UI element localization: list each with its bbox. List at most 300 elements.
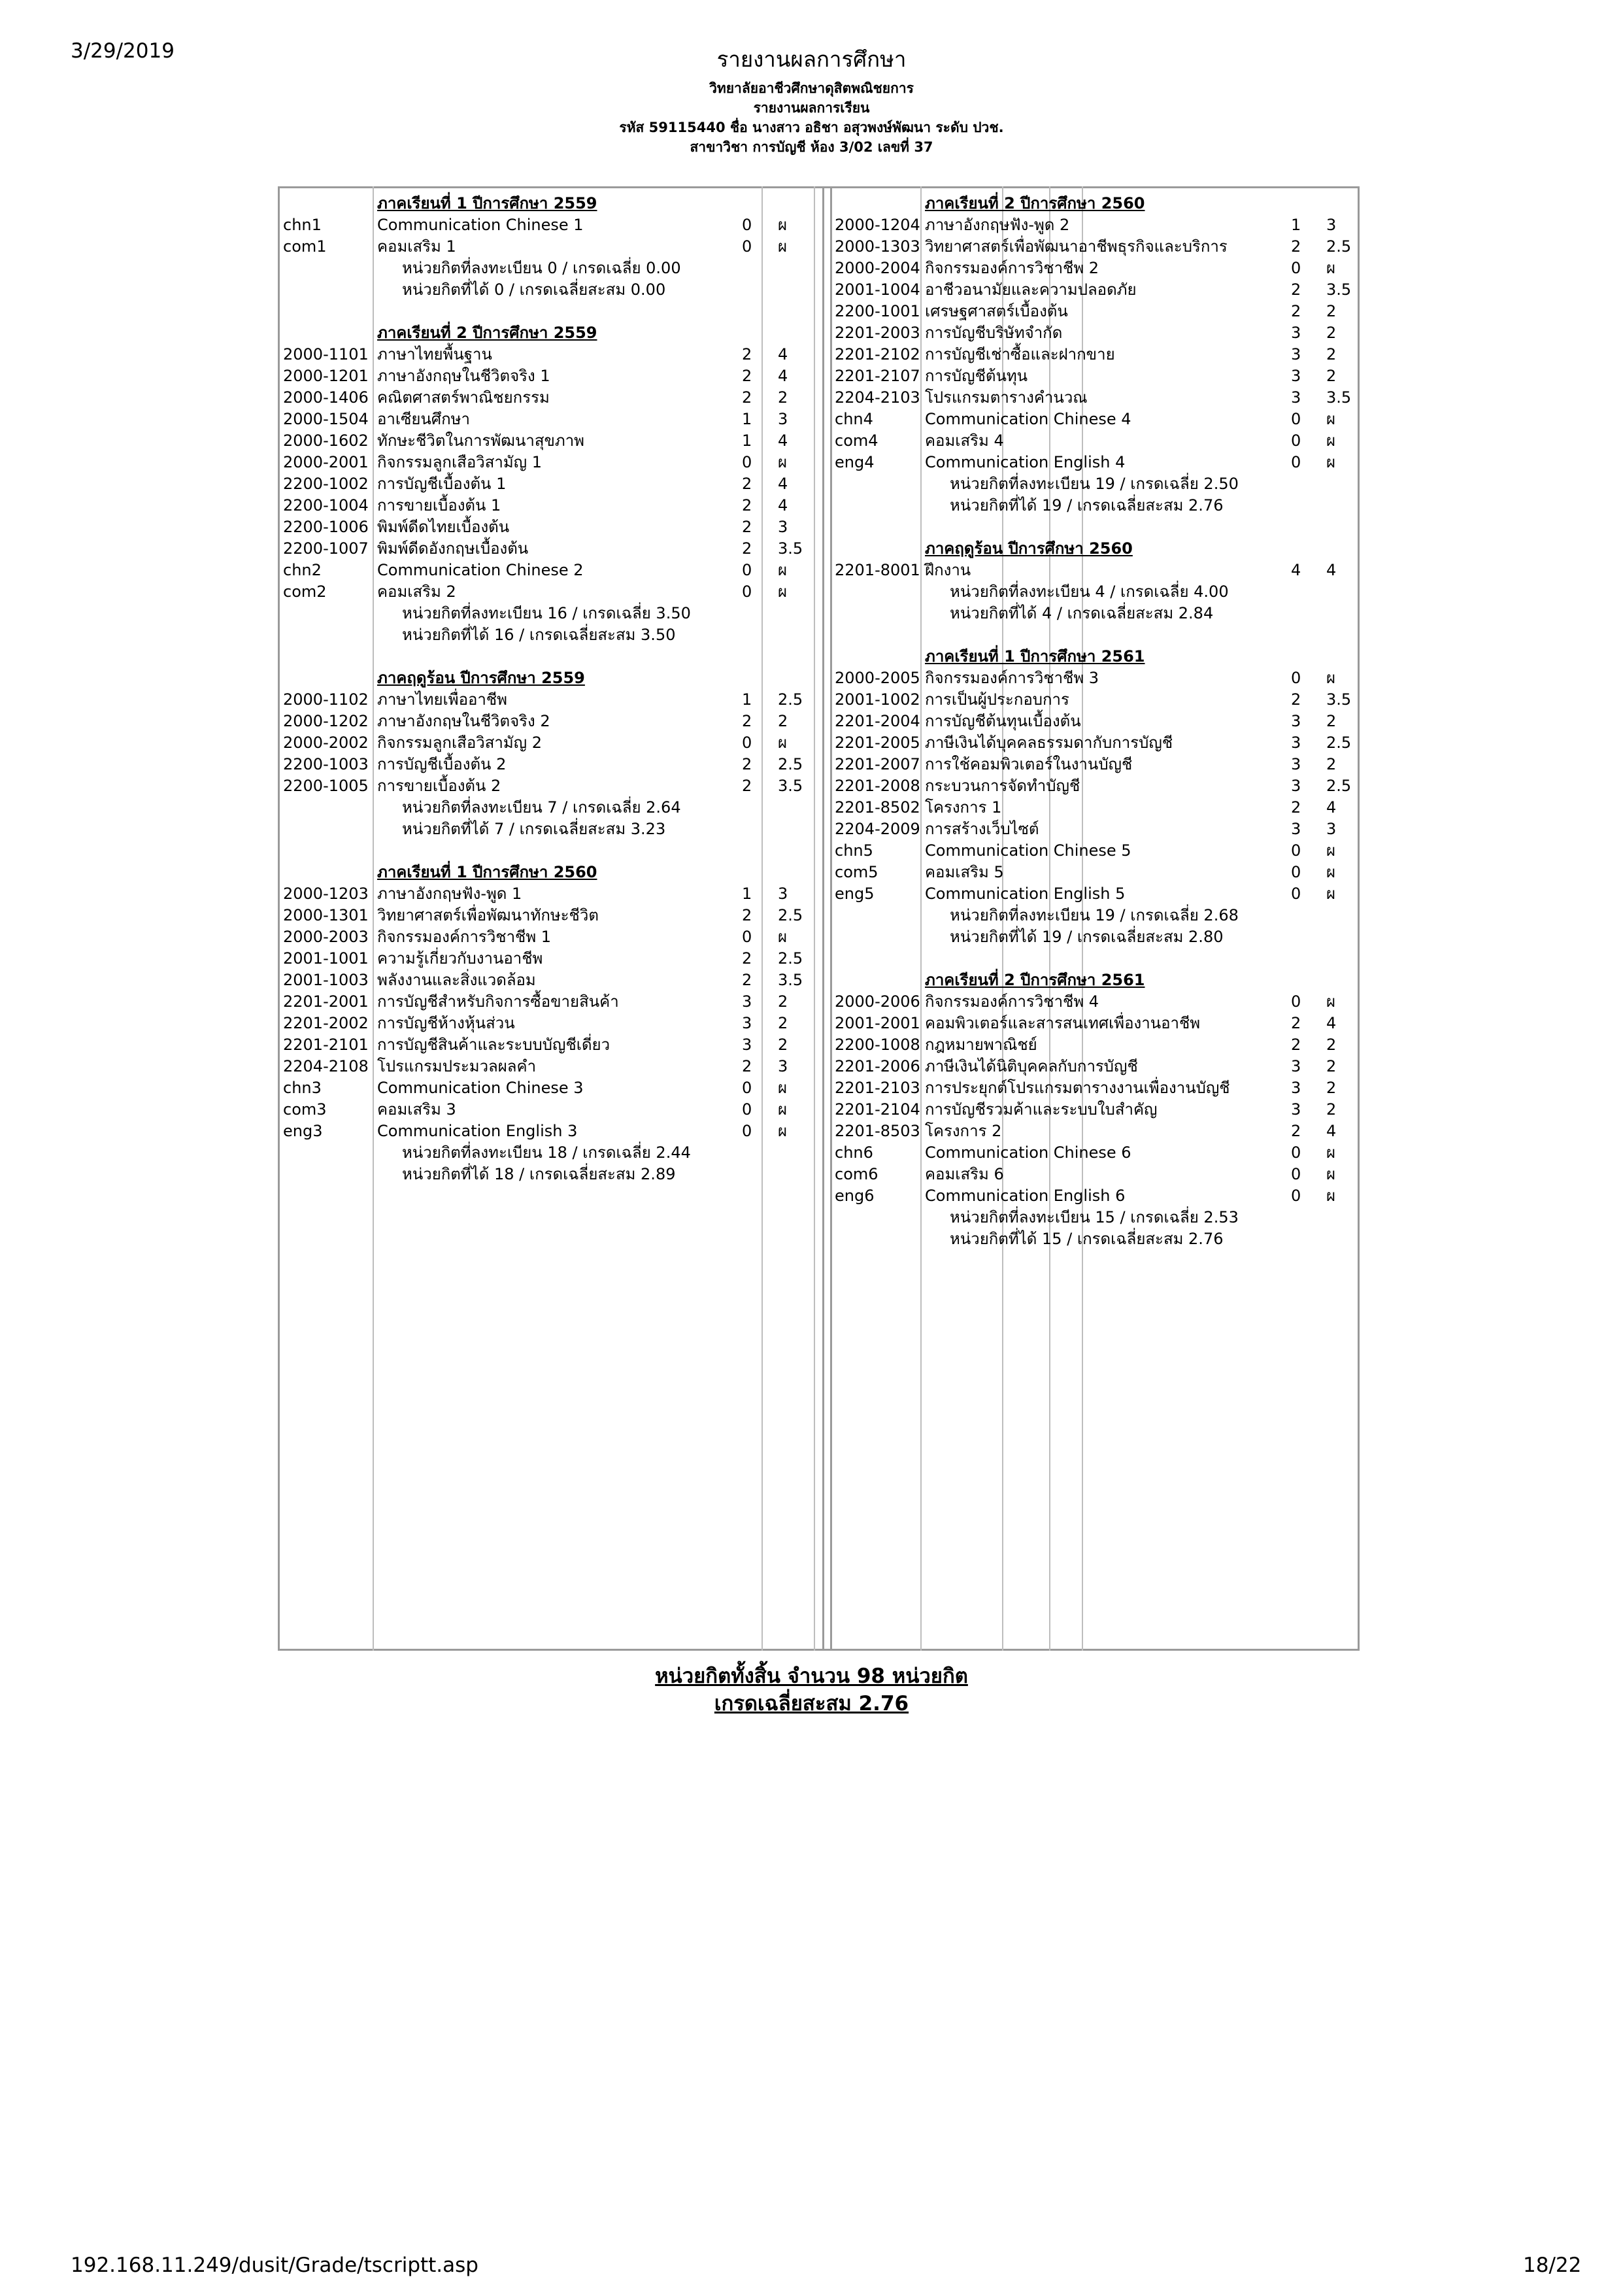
course-grade: ผ	[778, 1079, 788, 1097]
course-grade: 3	[778, 1057, 788, 1075]
course-grade: 2.5	[778, 906, 803, 924]
course-name: อาชีวอนามัยและความปลอดภัย	[925, 280, 1137, 299]
student-info: รหัส 59115440 ชื่อ นางสาว อธิชา อสุวพงษ์พัฒนา ระดับ ปวช.	[619, 120, 1004, 135]
course-code: 2201-2107	[835, 367, 920, 385]
page-title: รายงานผลการศึกษา	[716, 46, 907, 72]
course-credit: 0	[742, 561, 752, 579]
course-code: 2000-1204	[835, 216, 920, 234]
course-grade: ผ	[1326, 1165, 1336, 1183]
course-row	[278, 797, 1360, 819]
course-credit: 2	[742, 345, 752, 363]
course-name: คอมเสริม 4	[925, 431, 1004, 450]
course-grade: 4	[1326, 798, 1337, 817]
course-code: 2000-1301	[283, 906, 369, 924]
course-credit: 3	[1291, 755, 1301, 773]
course-code: 2000-1602	[283, 431, 369, 450]
course-row	[278, 862, 1360, 883]
blank-row	[278, 948, 1360, 970]
course-name: การประยุกต์โปรแกรมตารางงานเพื่องานบัญชี	[925, 1079, 1230, 1097]
course-credit: 1	[742, 690, 752, 709]
course-grade: ผ	[778, 453, 788, 471]
term-heading: ภาคเรียนที่ 1 ปีการศึกษา 2561	[925, 647, 1145, 666]
course-code: 2000-1101	[283, 345, 369, 363]
course-name: พิมพ์ดีดอังกฤษเบื้องต้น	[377, 539, 529, 558]
course-credit: 2	[742, 518, 752, 536]
course-grade: ผ	[778, 928, 788, 946]
course-grade: 4	[1326, 1014, 1337, 1032]
course-name: กิจกรรมองค์การวิชาชีพ 2	[925, 259, 1099, 277]
course-credit: 0	[742, 237, 752, 256]
course-credit: 0	[742, 582, 752, 601]
term-heading-row	[278, 538, 1360, 560]
course-grade: ผ	[778, 1100, 788, 1119]
course-name: กิจกรรมองค์การวิชาชีพ 1	[377, 928, 552, 946]
school-name: วิทยาลัยอาชีวศึกษาดุสิตพณิชยการ	[709, 80, 914, 96]
course-grade: 2	[1326, 302, 1337, 320]
course-credit: 3	[1291, 1079, 1301, 1097]
course-name: กิจกรรมองค์การวิชาชีพ 4	[925, 992, 1099, 1011]
course-name: คอมเสริม 3	[377, 1100, 456, 1119]
course-name: กระบวนการจัดทำบัญชี	[925, 777, 1080, 795]
term-summary-row	[278, 1207, 1360, 1228]
course-name: ภาษาอังกฤษในชีวิตจริง 2	[377, 712, 550, 730]
course-name: คอมเสริม 5	[925, 863, 1004, 881]
course-name: ทักษะชีวิตในการพัฒนาสุขภาพ	[377, 431, 584, 450]
course-credit: 0	[1291, 1143, 1301, 1162]
course-credit: 0	[742, 928, 752, 946]
course-row	[278, 1056, 1360, 1077]
course-credit: 0	[1291, 259, 1301, 277]
course-grade: ผ	[1326, 453, 1336, 471]
course-credit: 0	[1291, 1187, 1301, 1205]
course-code: chn6	[835, 1143, 873, 1162]
course-grade: 4	[778, 496, 788, 515]
course-grade: 2	[778, 992, 788, 1011]
course-credit: 0	[1291, 453, 1301, 471]
course-name: การบัญชีรวมค้าและระบบใบสำคัญ	[925, 1100, 1158, 1119]
term-summary: หน่วยกิตที่ลงทะเบียน 15 / เกรดเฉลี่ย 2.53	[950, 1208, 1239, 1226]
course-row	[278, 236, 1360, 258]
course-grade: ผ	[778, 582, 788, 601]
course-grade: 2	[1326, 367, 1337, 385]
term-summary: หน่วยกิตที่ได้ 15 / เกรดเฉลี่ยสะสม 2.76	[950, 1230, 1224, 1248]
course-code: com4	[835, 431, 878, 450]
course-name: การขายเบื้องต้น 1	[377, 496, 501, 515]
term-heading-row	[278, 646, 1360, 667]
course-code: 2000-1203	[283, 885, 369, 903]
course-row	[278, 1164, 1360, 1185]
course-credit: 0	[742, 1079, 752, 1097]
course-grade: 4	[778, 345, 788, 363]
course-code: 2201-2101	[283, 1036, 369, 1054]
term-summary: หน่วยกิตที่ลงทะเบียน 7 / เกรดเฉลี่ย 2.64	[402, 798, 681, 817]
course-code: eng6	[835, 1187, 875, 1205]
course-credit: 2	[1291, 690, 1301, 709]
term-summary-row	[278, 473, 1360, 495]
course-name: การบัญชีบริษัทจำกัด	[925, 324, 1063, 342]
course-name: การบัญชีต้นทุน	[925, 367, 1028, 385]
course-code: 2201-2008	[835, 777, 920, 795]
course-row	[278, 214, 1360, 236]
term-summary: หน่วยกิตที่ได้ 19 / เกรดเฉลี่ยสะสม 2.80	[950, 928, 1224, 946]
course-credit: 3	[1291, 820, 1301, 838]
course-name: คอมเสริม 2	[377, 582, 456, 601]
course-credit: 2	[742, 1057, 752, 1075]
course-row	[278, 322, 1360, 344]
course-grade: 2.5	[1326, 237, 1352, 256]
course-name: พลังงานและสิ่งแวดล้อม	[377, 971, 536, 989]
course-code: 2201-2005	[835, 734, 920, 752]
course-name: ภาษีเงินได้นิติบุคคลกับการบัญชี	[925, 1057, 1138, 1075]
course-code: 2001-1002	[835, 690, 920, 709]
course-credit: 2	[742, 475, 752, 493]
course-name: การใช้คอมพิวเตอร์ในงานบัญชี	[925, 755, 1133, 773]
course-code: com5	[835, 863, 878, 881]
course-name: Communication Chinese 2	[377, 561, 584, 579]
course-credit: 0	[1291, 841, 1301, 860]
course-code: 2201-2007	[835, 755, 920, 773]
course-name: Communication English 4	[925, 453, 1126, 471]
course-grade: 3.5	[1326, 280, 1352, 299]
term-summary-row	[278, 603, 1360, 624]
course-name: เศรษฐศาสตร์เบื้องต้น	[925, 302, 1068, 320]
course-code: 2200-1007	[283, 539, 369, 558]
course-name: การบัญชีสินค้าและระบบบัญชีเดี่ยว	[377, 1036, 611, 1054]
course-code: 2000-1504	[283, 410, 369, 428]
course-grade: 4	[1326, 1122, 1337, 1140]
course-name: กิจกรรมลูกเสือวิสามัญ 1	[377, 453, 542, 471]
course-code: com1	[283, 237, 327, 256]
course-code: 2000-1303	[835, 237, 920, 256]
course-name: Communication English 5	[925, 885, 1126, 903]
course-code: 2000-1102	[283, 690, 369, 709]
course-credit: 3	[1291, 712, 1301, 730]
course-credit: 3	[1291, 367, 1301, 385]
course-credit: 2	[1291, 798, 1301, 817]
term-summary-row	[278, 1228, 1360, 1250]
course-credit: 3	[742, 1036, 752, 1054]
course-name: โครงการ 2	[925, 1122, 1002, 1140]
term-summary: หน่วยกิตที่ได้ 19 / เกรดเฉลี่ยสะสม 2.76	[950, 496, 1224, 515]
course-code: 2001-2001	[835, 1014, 920, 1032]
course-credit: 2	[1291, 1122, 1301, 1140]
term-summary: หน่วยกิตที่ลงทะเบียน 0 / เกรดเฉลี่ย 0.00	[402, 259, 681, 277]
course-grade: ผ	[1326, 841, 1336, 860]
course-grade: ผ	[1326, 1143, 1336, 1162]
term-summary: หน่วยกิตที่ได้ 18 / เกรดเฉลี่ยสะสม 2.89	[402, 1165, 676, 1183]
course-grade: 2	[1326, 1100, 1337, 1119]
course-code: 2000-1202	[283, 712, 369, 730]
course-code: 2201-2003	[835, 324, 920, 342]
course-row	[278, 301, 1360, 322]
course-code: 2000-2006	[835, 992, 920, 1011]
course-name: กิจกรรมลูกเสือวิสามัญ 2	[377, 734, 542, 752]
course-grade: 2.5	[1326, 777, 1352, 795]
course-name: ฝึกงาน	[925, 561, 971, 579]
course-credit: 3	[1291, 777, 1301, 795]
table-top-border	[278, 186, 1360, 188]
course-grade: 3.5	[778, 971, 803, 989]
course-credit: 0	[742, 216, 752, 234]
term-summary-row	[278, 581, 1360, 603]
course-row	[278, 754, 1360, 775]
course-grade: 2.5	[778, 755, 803, 773]
print-date: 3/29/2019	[71, 39, 175, 63]
course-credit: 2	[742, 906, 752, 924]
course-credit: 3	[1291, 734, 1301, 752]
course-credit: 0	[742, 734, 752, 752]
course-code: 2200-1002	[283, 475, 369, 493]
course-credit: 0	[1291, 885, 1301, 903]
course-code: 2001-1001	[283, 949, 369, 968]
course-grade: ผ	[1326, 992, 1336, 1011]
course-name: การบัญชีเช่าซื้อและฝากขาย	[925, 345, 1115, 363]
term-summary: หน่วยกิตที่ลงทะเบียน 16 / เกรดเฉลี่ย 3.50	[402, 604, 691, 622]
term-heading: ภาคเรียนที่ 2 ปีการศึกษา 2560	[925, 194, 1145, 212]
course-row	[278, 667, 1360, 689]
course-code: 2200-1008	[835, 1036, 920, 1054]
term-heading: ภาคเรียนที่ 2 ปีการศึกษา 2559	[377, 324, 597, 342]
course-code: 2204-2103	[835, 388, 920, 407]
term-heading: ภาคเรียนที่ 1 ปีการศึกษา 2559	[377, 194, 597, 212]
total-credits: หน่วยกิตทั้งสิ้น จำนวน 98 หน่วยกิต	[655, 1664, 968, 1688]
course-row	[278, 991, 1360, 1013]
course-code: 2000-2004	[835, 259, 920, 277]
course-credit: 0	[1291, 1165, 1301, 1183]
course-name: การสร้างเว็บไซต์	[925, 820, 1039, 838]
course-code: 2000-1201	[283, 367, 369, 385]
course-code: 2200-1005	[283, 777, 369, 795]
course-credit: 0	[742, 1122, 752, 1140]
course-credit: 0	[1291, 669, 1301, 687]
course-credit: 3	[1291, 345, 1301, 363]
course-grade: 2	[1326, 712, 1337, 730]
course-credit: 0	[1291, 863, 1301, 881]
course-row	[278, 560, 1360, 581]
course-code: chn2	[283, 561, 322, 579]
course-credit: 2	[1291, 302, 1301, 320]
course-grade: 3.5	[1326, 388, 1352, 407]
course-name: Communication Chinese 4	[925, 410, 1131, 428]
course-code: 2201-2004	[835, 712, 920, 730]
course-name: คอมพิวเตอร์และสารสนเทศเพื่องานอาชีพ	[925, 1014, 1201, 1032]
course-name: กิจกรรมองค์การวิชาชีพ 3	[925, 669, 1099, 687]
course-grade: ผ	[778, 734, 788, 752]
course-code: eng5	[835, 885, 875, 903]
course-code: 2201-8502	[835, 798, 920, 817]
course-code: 2204-2108	[283, 1057, 369, 1075]
course-grade: 2	[1326, 1057, 1337, 1075]
transcript-totals	[0, 1663, 1623, 1717]
course-name: โครงการ 1	[925, 798, 1002, 817]
course-code: 2000-1406	[283, 388, 369, 407]
course-grade: 2	[778, 1014, 788, 1032]
course-grade: 4	[1326, 561, 1337, 579]
course-grade: 4	[778, 431, 788, 450]
course-name: การบัญชีเบื้องต้น 2	[377, 755, 507, 773]
course-row	[278, 1142, 1360, 1164]
course-code: com3	[283, 1100, 327, 1119]
course-credit: 2	[742, 777, 752, 795]
course-grade: 4	[778, 367, 788, 385]
course-grade: ผ	[778, 1122, 788, 1140]
term-heading: ภาคฤดูร้อน ปีการศึกษา 2560	[925, 539, 1133, 558]
term-summary: หน่วยกิตที่ลงทะเบียน 4 / เกรดเฉลี่ย 4.00	[950, 582, 1229, 601]
course-name: อาเซียนศึกษา	[377, 410, 470, 428]
course-credit: 2	[1291, 1014, 1301, 1032]
course-row	[278, 1077, 1360, 1099]
course-code: com2	[283, 582, 327, 601]
course-credit: 3	[1291, 1100, 1301, 1119]
course-credit: 1	[742, 410, 752, 428]
course-name: การบัญชีห้างหุ้นส่วน	[377, 1014, 515, 1032]
cumulative-gpa: เกรดเฉลี่ยสะสม 2.76	[714, 1692, 909, 1715]
course-code: 2204-2009	[835, 820, 920, 838]
course-name: ภาษาอังกฤษฟัง-พูด 1	[377, 885, 522, 903]
course-grade: 2	[1326, 1036, 1337, 1054]
course-code: 2201-2001	[283, 992, 369, 1011]
course-code: 2000-2001	[283, 453, 369, 471]
course-name: Communication Chinese 5	[925, 841, 1131, 860]
course-code: chn5	[835, 841, 873, 860]
course-grade: 3.5	[778, 539, 803, 558]
term-heading-row	[278, 193, 1360, 214]
page-number: 18/22	[1523, 2254, 1582, 2277]
course-code: 2001-1003	[283, 971, 369, 989]
course-credit: 3	[1291, 388, 1301, 407]
course-grade: 2.5	[778, 949, 803, 968]
course-grade: ผ	[1326, 1187, 1336, 1205]
course-name: ภาษาอังกฤษฟัง-พูด 2	[925, 216, 1070, 234]
course-grade: 2	[1326, 755, 1337, 773]
course-credit: 1	[742, 885, 752, 903]
course-credit: 3	[742, 1014, 752, 1032]
course-row	[278, 279, 1360, 301]
course-grade: 3.5	[778, 777, 803, 795]
term-summary-row	[278, 926, 1360, 948]
course-code: chn3	[283, 1079, 322, 1097]
course-row	[278, 1013, 1360, 1034]
course-row	[278, 344, 1360, 365]
course-code: 2000-2005	[835, 669, 920, 687]
course-code: 2200-1006	[283, 518, 369, 536]
blank-row	[278, 516, 1360, 538]
course-credit: 0	[1291, 431, 1301, 450]
course-grade: ผ	[1326, 863, 1336, 881]
course-code: 2200-1001	[835, 302, 920, 320]
course-code: 2201-2102	[835, 345, 920, 363]
course-row	[278, 689, 1360, 711]
page-url: 192.168.11.249/dusit/Grade/tscriptt.asp	[71, 2254, 478, 2277]
course-credit: 0	[1291, 410, 1301, 428]
course-credit: 3	[742, 992, 752, 1011]
course-credit: 1	[742, 431, 752, 450]
course-name: การบัญชีสำหรับกิจการซื้อขายสินค้า	[377, 992, 619, 1011]
course-grade: ผ	[778, 237, 788, 256]
course-name: Communication Chinese 1	[377, 216, 584, 234]
course-name: การขายเบื้องต้น 2	[377, 777, 501, 795]
course-grade: ผ	[1326, 410, 1336, 428]
term-summary-row	[278, 495, 1360, 516]
course-credit: 2	[742, 539, 752, 558]
course-row	[278, 1099, 1360, 1121]
table-bottom-border	[278, 1649, 1360, 1651]
term-heading: ภาคเรียนที่ 1 ปีการศึกษา 2560	[377, 863, 597, 881]
course-grade: ผ	[778, 216, 788, 234]
course-name: การบัญชีต้นทุนเบื้องต้น	[925, 712, 1081, 730]
course-credit: 2	[1291, 237, 1301, 256]
course-name: Communication Chinese 6	[925, 1143, 1131, 1162]
course-credit: 2	[742, 712, 752, 730]
course-code: 2201-2103	[835, 1079, 920, 1097]
term-heading: ภาคฤดูร้อน ปีการศึกษา 2559	[377, 669, 585, 687]
course-grade: 2	[778, 1036, 788, 1054]
course-grade: 2.5	[1326, 734, 1352, 752]
course-grade: 4	[778, 475, 788, 493]
course-name: การบัญชีเบื้องต้น 1	[377, 475, 507, 493]
course-code: 2200-1004	[283, 496, 369, 515]
course-name: ภาษีเงินได้บุคคลธรรมดากับการบัญชี	[925, 734, 1173, 752]
course-credit: 0	[1291, 992, 1301, 1011]
course-credit: 2	[742, 388, 752, 407]
course-credit: 2	[742, 971, 752, 989]
course-credit: 1	[1291, 216, 1301, 234]
course-credit: 2	[742, 367, 752, 385]
course-row	[278, 1034, 1360, 1056]
course-row	[278, 452, 1360, 473]
course-row	[278, 1185, 1360, 1207]
course-row	[278, 409, 1360, 430]
course-code: 2201-2006	[835, 1057, 920, 1075]
term-summary-row	[278, 905, 1360, 926]
course-name: ความรู้เกี่ยวกับงานอาชีพ	[377, 949, 543, 968]
course-grade: 2	[1326, 1079, 1337, 1097]
course-name: ภาษาไทยพื้นฐาน	[377, 345, 492, 363]
course-credit: 3	[1291, 1057, 1301, 1075]
course-credit: 0	[742, 453, 752, 471]
course-grade: 2.5	[778, 690, 803, 709]
course-grade: 3	[778, 885, 788, 903]
course-name: ภาษาอังกฤษในชีวิตจริง 1	[377, 367, 550, 385]
term-heading: ภาคเรียนที่ 2 ปีการศึกษา 2561	[925, 971, 1145, 989]
report-name: รายงานผลการเรียน	[753, 100, 870, 116]
course-code: chn4	[835, 410, 873, 428]
course-name: Communication English 3	[377, 1122, 578, 1140]
course-grade: 2	[1326, 345, 1337, 363]
course-credit: 2	[742, 949, 752, 968]
course-name: Communication English 6	[925, 1187, 1126, 1205]
course-row	[278, 387, 1360, 409]
course-code: com6	[835, 1165, 878, 1183]
course-credit: 2	[742, 496, 752, 515]
course-code: 2200-1003	[283, 755, 369, 773]
course-credit: 3	[1291, 324, 1301, 342]
course-code: eng4	[835, 453, 875, 471]
term-summary: หน่วยกิตที่ลงทะเบียน 19 / เกรดเฉลี่ย 2.68	[950, 906, 1239, 924]
course-grade: 2	[778, 712, 788, 730]
course-credit: 2	[1291, 280, 1301, 299]
course-grade: 2	[1326, 324, 1337, 342]
course-code: eng3	[283, 1122, 323, 1140]
course-code: chn1	[283, 216, 322, 234]
course-grade: 2	[778, 388, 788, 407]
course-grade: 3	[1326, 820, 1337, 838]
course-code: 2000-2002	[283, 734, 369, 752]
course-code: 2201-8503	[835, 1122, 920, 1140]
course-name: การเป็นผู้ประกอบการ	[925, 690, 1069, 709]
class-info: สาขาวิชา การบัญชี ห้อง 3/02 เลขที่ 37	[690, 139, 933, 155]
course-credit: 0	[742, 1100, 752, 1119]
